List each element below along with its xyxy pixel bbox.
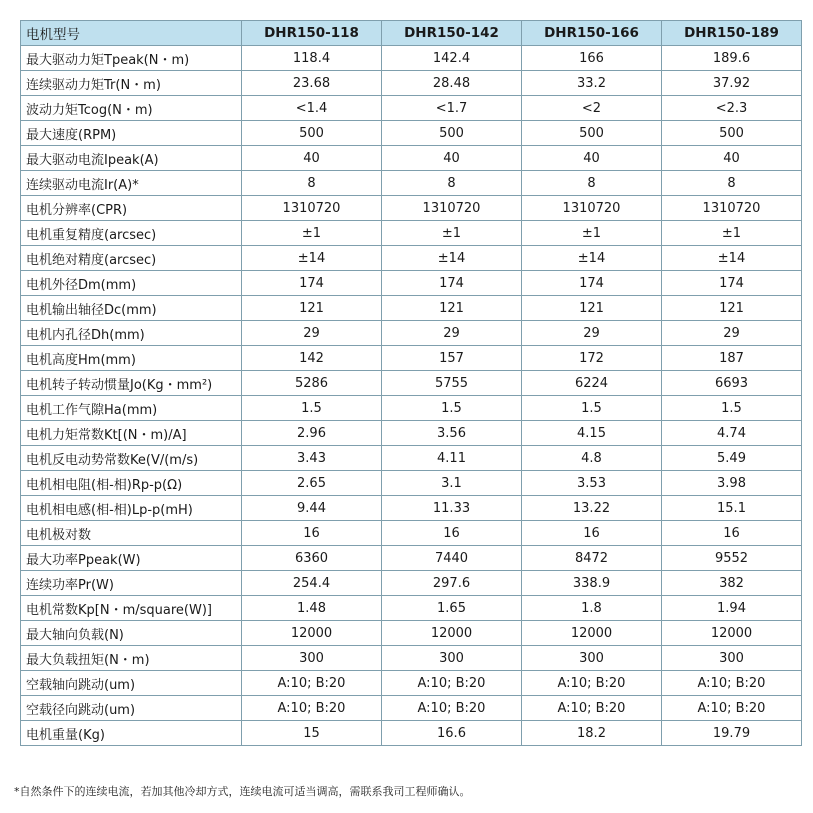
- value-cell: 5755: [382, 371, 522, 396]
- value-cell: ±1: [522, 221, 662, 246]
- value-cell: <2: [522, 96, 662, 121]
- value-cell: 5.49: [662, 446, 802, 471]
- value-cell: 1310720: [242, 196, 382, 221]
- value-cell: ±14: [382, 246, 522, 271]
- param-name-cell: 电机输出轴径Dc(mm): [21, 296, 242, 321]
- value-cell: 189.6: [662, 46, 802, 71]
- value-cell: 18.2: [522, 721, 662, 746]
- value-cell: 12000: [242, 621, 382, 646]
- value-cell: 3.43: [242, 446, 382, 471]
- value-cell: 4.8: [522, 446, 662, 471]
- param-name-cell: 最大轴向负载(N): [21, 621, 242, 646]
- value-cell: ±1: [662, 221, 802, 246]
- table-row: [21, 571, 802, 596]
- value-cell: 6360: [242, 546, 382, 571]
- param-name-cell: 电机相电感(相-相)Lp-p(mH): [21, 496, 242, 521]
- value-cell: 16.6: [382, 721, 522, 746]
- value-cell: 29: [382, 321, 522, 346]
- value-cell: 500: [522, 121, 662, 146]
- param-name-cell: 空载径向跳动(um): [21, 696, 242, 721]
- value-cell: 2.96: [242, 421, 382, 446]
- value-cell: 5286: [242, 371, 382, 396]
- value-cell: 37.92: [662, 71, 802, 96]
- value-cell: 174: [382, 271, 522, 296]
- value-cell: 121: [242, 296, 382, 321]
- value-cell: A:10; B:20: [382, 696, 522, 721]
- value-cell: 16: [522, 521, 662, 546]
- table-row: [21, 221, 802, 246]
- table-row: [21, 171, 802, 196]
- value-cell: 1.5: [522, 396, 662, 421]
- spec-table: [20, 20, 802, 746]
- param-name-cell: 电机反电动势常数Ke(V/(m/s): [21, 446, 242, 471]
- value-cell: 297.6: [382, 571, 522, 596]
- table-row: [21, 96, 802, 121]
- table-row: [21, 271, 802, 296]
- value-cell: 8472: [522, 546, 662, 571]
- value-cell: 3.1: [382, 471, 522, 496]
- value-cell: <1.7: [382, 96, 522, 121]
- table-row: [21, 146, 802, 171]
- value-cell: 8: [522, 171, 662, 196]
- value-cell: 121: [522, 296, 662, 321]
- value-cell: <1.4: [242, 96, 382, 121]
- value-cell: 16: [382, 521, 522, 546]
- table-row: [21, 121, 802, 146]
- param-name-cell: 最大功率Ppeak(W): [21, 546, 242, 571]
- value-cell: 1.48: [242, 596, 382, 621]
- value-cell: 142: [242, 346, 382, 371]
- table-row: [21, 296, 802, 321]
- value-cell: 8: [662, 171, 802, 196]
- value-cell: 4.15: [522, 421, 662, 446]
- value-cell: ±14: [242, 246, 382, 271]
- param-name-cell: 电机相电阻(相-相)Rp-p(Ω): [21, 471, 242, 496]
- param-name-cell: 连续功率Pr(W): [21, 571, 242, 596]
- value-cell: 29: [242, 321, 382, 346]
- table-row: [21, 421, 802, 446]
- value-cell: 121: [662, 296, 802, 321]
- table-row: [21, 71, 802, 96]
- value-cell: 6693: [662, 371, 802, 396]
- value-cell: 8: [242, 171, 382, 196]
- value-cell: 1.8: [522, 596, 662, 621]
- value-cell: 187: [662, 346, 802, 371]
- value-cell: 3.53: [522, 471, 662, 496]
- table-row: [21, 646, 802, 671]
- param-name-cell: 最大速度(RPM): [21, 121, 242, 146]
- value-cell: 2.65: [242, 471, 382, 496]
- value-cell: 500: [662, 121, 802, 146]
- header-cell-model: DHR150-166: [522, 21, 662, 46]
- value-cell: 40: [522, 146, 662, 171]
- table-body: [21, 46, 802, 746]
- value-cell: A:10; B:20: [662, 671, 802, 696]
- param-name-cell: 空载轴向跳动(um): [21, 671, 242, 696]
- value-cell: ±14: [522, 246, 662, 271]
- value-cell: 16: [662, 521, 802, 546]
- value-cell: 1.5: [382, 396, 522, 421]
- table-row: [21, 471, 802, 496]
- value-cell: 1.94: [662, 596, 802, 621]
- param-name-cell: 电机重量(Kg): [21, 721, 242, 746]
- footnote: *自然条件下的连续电流，若加其他冷却方式，连续电流可适当调高，需联系我司工程师确认。: [14, 785, 471, 798]
- value-cell: 40: [382, 146, 522, 171]
- table-row: [21, 696, 802, 721]
- value-cell: A:10; B:20: [242, 696, 382, 721]
- value-cell: 166: [522, 46, 662, 71]
- header-cell-model: DHR150-189: [662, 21, 802, 46]
- value-cell: 12000: [382, 621, 522, 646]
- value-cell: 300: [522, 646, 662, 671]
- header-cell-param: 电机型号: [21, 21, 242, 46]
- value-cell: 6224: [522, 371, 662, 396]
- value-cell: 9552: [662, 546, 802, 571]
- param-name-cell: 电机转子转动惯量Jo(Kg・mm²): [21, 371, 242, 396]
- value-cell: 19.79: [662, 721, 802, 746]
- value-cell: 500: [382, 121, 522, 146]
- param-name-cell: 电机内孔径Dh(mm): [21, 321, 242, 346]
- param-name-cell: 电机绝对精度(arcsec): [21, 246, 242, 271]
- param-name-cell: 波动力矩Tcog(N・m): [21, 96, 242, 121]
- table-header: [21, 21, 802, 46]
- header-cell-model: DHR150-142: [382, 21, 522, 46]
- value-cell: 29: [662, 321, 802, 346]
- param-name-cell: 电机重复精度(arcsec): [21, 221, 242, 246]
- value-cell: A:10; B:20: [242, 671, 382, 696]
- value-cell: 12000: [662, 621, 802, 646]
- param-name-cell: 电机极对数: [21, 521, 242, 546]
- header-cell-model: DHR150-118: [242, 21, 382, 46]
- value-cell: 300: [662, 646, 802, 671]
- value-cell: 15.1: [662, 496, 802, 521]
- value-cell: 7440: [382, 546, 522, 571]
- value-cell: 4.11: [382, 446, 522, 471]
- value-cell: 15: [242, 721, 382, 746]
- table-row: [21, 46, 802, 71]
- value-cell: 23.68: [242, 71, 382, 96]
- value-cell: 118.4: [242, 46, 382, 71]
- header-row: [21, 21, 802, 46]
- value-cell: 157: [382, 346, 522, 371]
- value-cell: ±1: [242, 221, 382, 246]
- value-cell: 174: [662, 271, 802, 296]
- table-row: [21, 371, 802, 396]
- table-row: [21, 246, 802, 271]
- value-cell: 3.56: [382, 421, 522, 446]
- value-cell: 40: [662, 146, 802, 171]
- param-name-cell: 连续驱动力矩Tr(N・m): [21, 71, 242, 96]
- value-cell: A:10; B:20: [382, 671, 522, 696]
- param-name-cell: 电机工作气隙Ha(mm): [21, 396, 242, 421]
- value-cell: 338.9: [522, 571, 662, 596]
- value-cell: 9.44: [242, 496, 382, 521]
- value-cell: 382: [662, 571, 802, 596]
- value-cell: 300: [242, 646, 382, 671]
- table-row: [21, 521, 802, 546]
- param-name-cell: 电机外径Dm(mm): [21, 271, 242, 296]
- param-name-cell: 电机分辨率(CPR): [21, 196, 242, 221]
- value-cell: 1.5: [242, 396, 382, 421]
- value-cell: 174: [242, 271, 382, 296]
- table-row: [21, 621, 802, 646]
- table-row: [21, 596, 802, 621]
- value-cell: 500: [242, 121, 382, 146]
- value-cell: 172: [522, 346, 662, 371]
- value-cell: 254.4: [242, 571, 382, 596]
- value-cell: 300: [382, 646, 522, 671]
- value-cell: 4.74: [662, 421, 802, 446]
- value-cell: 8: [382, 171, 522, 196]
- table-row: [21, 196, 802, 221]
- param-name-cell: 电机力矩常数Kt[(N・m)/A]: [21, 421, 242, 446]
- value-cell: 142.4: [382, 46, 522, 71]
- param-name-cell: 最大负载扭矩(N・m): [21, 646, 242, 671]
- value-cell: 1310720: [382, 196, 522, 221]
- table-row: [21, 346, 802, 371]
- value-cell: 3.98: [662, 471, 802, 496]
- param-name-cell: 电机高度Hm(mm): [21, 346, 242, 371]
- value-cell: 1310720: [662, 196, 802, 221]
- value-cell: 1310720: [522, 196, 662, 221]
- value-cell: 28.48: [382, 71, 522, 96]
- table-row: [21, 396, 802, 421]
- value-cell: A:10; B:20: [522, 696, 662, 721]
- param-name-cell: 最大驱动力矩Tpeak(N・m): [21, 46, 242, 71]
- value-cell: 40: [242, 146, 382, 171]
- value-cell: 16: [242, 521, 382, 546]
- value-cell: 13.22: [522, 496, 662, 521]
- value-cell: A:10; B:20: [522, 671, 662, 696]
- param-name-cell: 连续驱动电流Ir(A)*: [21, 171, 242, 196]
- table-row: [21, 721, 802, 746]
- table-row: [21, 446, 802, 471]
- value-cell: 11.33: [382, 496, 522, 521]
- value-cell: ±14: [662, 246, 802, 271]
- table-row: [21, 546, 802, 571]
- param-name-cell: 电机常数Kp[N・m/square(W)]: [21, 596, 242, 621]
- value-cell: 33.2: [522, 71, 662, 96]
- value-cell: 1.5: [662, 396, 802, 421]
- value-cell: A:10; B:20: [662, 696, 802, 721]
- param-name-cell: 最大驱动电流Ipeak(A): [21, 146, 242, 171]
- value-cell: 29: [522, 321, 662, 346]
- table-row: [21, 671, 802, 696]
- table-row: [21, 321, 802, 346]
- value-cell: 12000: [522, 621, 662, 646]
- table-row: [21, 496, 802, 521]
- value-cell: 121: [382, 296, 522, 321]
- value-cell: <2.3: [662, 96, 802, 121]
- value-cell: ±1: [382, 221, 522, 246]
- value-cell: 174: [522, 271, 662, 296]
- value-cell: 1.65: [382, 596, 522, 621]
